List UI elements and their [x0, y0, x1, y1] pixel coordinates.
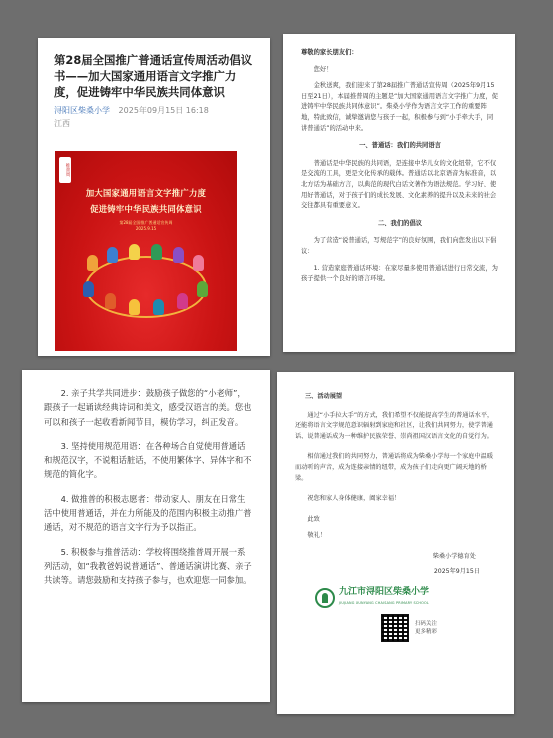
poster-child-figure	[193, 255, 204, 271]
letter-greeting: 您好！	[313, 65, 333, 73]
school-name-en: JIUJIANG XUNYANG CHAISANG PRIMARY SCHOOL	[339, 600, 429, 605]
poster-child-figure	[105, 293, 116, 309]
qr-block	[381, 614, 498, 642]
letter-page-2	[22, 370, 270, 702]
poster-child-figure	[177, 293, 188, 309]
poster-side-badge: 推普周	[59, 157, 71, 183]
section-body-1: 普通话是中华民族的共同语，是连接中华儿女的文化纽带，它不仅是交流的工具，更是文化传承的载体。普通话以北京语音为标准音，以北方话为基础方言，以典范的现代白话文著作为语法规范。学习好、使用好普通话，对于孩子们的成长发展、文化素养的提升以及未来的社会交往都具有重要意义。	[301, 159, 497, 210]
proposal-item-3: 3. 坚持使用规范用语：在各种场合自觉使用普通话和规范汉字，不说粗话脏话，不使用繁体字、异体字和不规范的简化字。	[44, 440, 252, 480]
letter-closing-2: 敬礼！	[307, 532, 326, 540]
school-name: 九江市浔阳区柴桑小学	[339, 587, 430, 598]
qr-label	[415, 620, 437, 636]
article-title: 第28届全国推广普通话宣传周活动倡议书——加大国家通用语言文字推广力度，促进铸牢中华民族共同体意识	[54, 53, 253, 99]
letter-intro: 金秋送爽，我们迎来了第28届推广普通话宣传周（2025年9月15日至21日），本届推普周的主题是“加大国家通用语言文字推广力度，促进铸牢中华民族共同体意识”。柴桑小学作为语言文字工作的重要阵地，特此致信，诚挚邀请您与孩子一起，积极参与到“小手牵大手，同讲普通话”的活动中来。	[301, 82, 499, 132]
letter-closing-1: 此致	[307, 515, 320, 523]
proposal-item-5: 5. 积极参与推普活动：学校将围绕推普周开展一系列活动，如“我教爸妈说普通话”、普通话演讲比赛、亲子共读等。请您鼓励和支持孩子参与，也欢迎您一同参加。	[44, 546, 252, 586]
proposal-item-4: 4. 做推普的积极志愿者：带动家人、朋友在日常生活中使用普通话，并在力所能及的范围内积极主动推广普通话，对不规范的语言文字行为予以指正。	[44, 493, 252, 533]
poster-title-line2: 促进铸牢中华民族共同体意识	[90, 204, 202, 214]
poster-child-figure	[83, 281, 94, 297]
poster-child-figure	[197, 281, 208, 297]
poster-ring	[85, 256, 207, 318]
poster-child-figure	[153, 299, 164, 315]
section-intro-2: 为了营造“说普通话，写规范字”的良好氛围，我们向您发出以下倡议：	[301, 237, 497, 255]
section-body-3a: 通过“小手拉大手”的方式，我们希望不仅能提高学生的普通话水平，还能将语言文字规范意识辐射到家庭和社区，让我们共同努力，使学普通话、说普通话成为一种维护民族荣誉、崇尚祖国汉语言文化的自觉行为。	[295, 411, 494, 440]
poster-child-figure	[107, 247, 118, 263]
poster-child-figure	[129, 244, 140, 260]
article-region: 江西	[54, 119, 70, 128]
qr-label-line2: 更多精彩	[415, 629, 438, 636]
article-author-link[interactable]: 浔阳区柴桑小学	[54, 106, 110, 115]
section-heading-2: 二、我们的倡议	[377, 219, 423, 227]
school-emblem-icon	[315, 588, 335, 608]
letter-wish: 祝您和家人身体健康，阖家幸福！	[307, 495, 401, 503]
qr-code-icon[interactable]	[381, 614, 409, 642]
article-card	[38, 38, 270, 356]
school-logo	[315, 587, 498, 608]
poster-date: 2025.9.15	[135, 226, 157, 231]
proposal-item-1: 1. 营造家庭普通话环境：在家尽量多使用普通话进行日常交流，为孩子提供一个良好的语言环境。	[301, 264, 498, 283]
poster-child-figure	[87, 255, 98, 271]
poster-title-line1: 加大国家通用语言文字推广力度	[85, 188, 207, 198]
article-datetime: 2025年09月15日 16:18	[118, 106, 209, 115]
poster-subtitle: 第28届全国推广普通话宣传周	[119, 220, 173, 225]
poster-child-figure	[173, 247, 184, 263]
campaign-poster	[55, 151, 237, 351]
letter-page-3	[277, 372, 514, 714]
proposal-item-2: 2. 亲子共学共同进步：鼓励孩子做您的“小老师”，跟孩子一起诵读经典诗词和美文，感受汉语言的美。您也可以和孩子一起收看新闻节目，模仿学习，纠正发音。	[44, 388, 252, 427]
section-body-3b: 相信通过我们的共同努力，普通话将成为柴桑小学每一个家庭中温暖而动听的声音，成为连接亲情的纽带，成为孩子们走向更广阔天地的桥梁。	[295, 453, 494, 482]
qr-label-line1: 扫码关注	[415, 621, 438, 628]
section-heading-1: 一、普通话：我们的共同语言	[359, 142, 441, 150]
section-heading-3: 三、活动展望	[305, 393, 343, 400]
letter-date: 2025年9月15日	[433, 567, 480, 575]
poster-child-figure	[129, 299, 140, 315]
poster-child-figure	[151, 244, 162, 260]
letter-salutation: 尊敬的家长朋友们：	[301, 49, 358, 56]
letter-signature: 柴桑小学德育处	[432, 552, 476, 560]
article-meta	[54, 105, 254, 117]
letter-page-1	[283, 34, 515, 352]
